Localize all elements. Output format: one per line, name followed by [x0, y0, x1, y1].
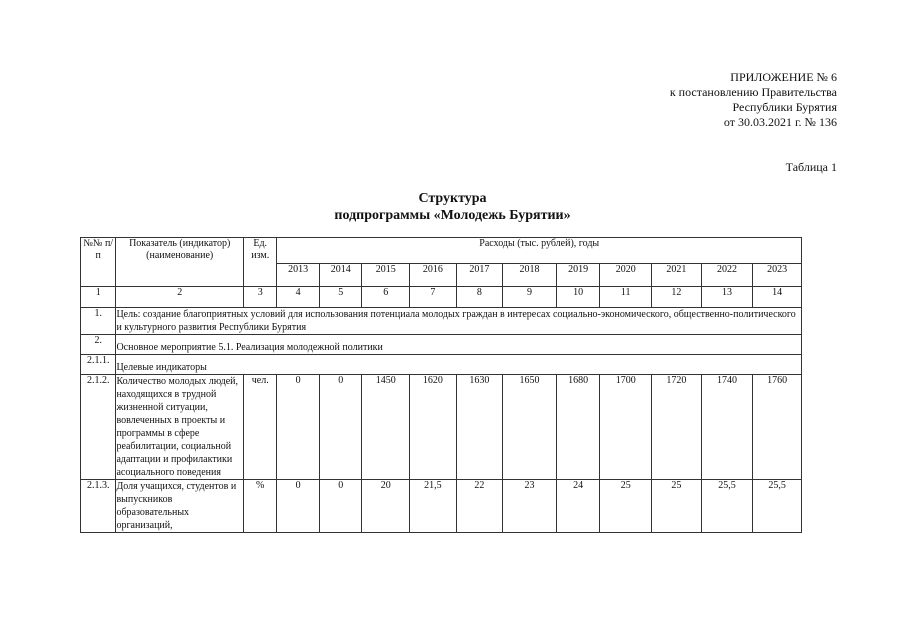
- row-value: 25: [600, 480, 652, 533]
- row-value: 1740: [701, 375, 753, 480]
- row-value: 1630: [456, 375, 503, 480]
- column-number-cell: 3: [244, 287, 277, 308]
- row-value: 1760: [753, 375, 802, 480]
- column-number-cell: 13: [701, 287, 753, 308]
- appendix-title: ПРИЛОЖЕНИЕ № 6: [730, 70, 837, 84]
- row-value: 21,5: [410, 480, 457, 533]
- year-cell: 2023: [753, 264, 802, 287]
- row-value: 25: [652, 480, 702, 533]
- event-text: Основное мероприятие 5.1. Реализация молодежной политики: [116, 335, 802, 355]
- goal-num: 1.: [81, 308, 116, 335]
- indicator-row: [81, 480, 802, 533]
- row-value: 1650: [503, 375, 557, 480]
- indicators-num: 2.1.1.: [81, 355, 116, 375]
- indicator-row: [81, 375, 802, 480]
- appendix-decree: к постановлению Правительства: [669, 85, 837, 99]
- title-line-1: Структура: [418, 191, 487, 206]
- column-number-cell: 14: [753, 287, 802, 308]
- table-label: Таблица 1: [785, 160, 837, 174]
- row-value: 23: [503, 480, 557, 533]
- appendix-republic: Республики Бурятия: [732, 100, 837, 114]
- column-number-cell: 12: [652, 287, 702, 308]
- appendix-header: [670, 70, 837, 130]
- column-number-cell: 8: [456, 287, 503, 308]
- data-rows: [81, 375, 802, 533]
- row-value: 1680: [556, 375, 600, 480]
- row-value: 0: [277, 375, 320, 480]
- row-indicator-name: Доля учащихся, студентов и выпускников образовательных организаций,: [116, 480, 244, 533]
- structure-table: [80, 237, 802, 533]
- year-cell: 2017: [456, 264, 503, 287]
- row-value: 1700: [600, 375, 652, 480]
- year-cell: 2019: [556, 264, 600, 287]
- row-value: 0: [319, 375, 362, 480]
- indicators-row: [81, 355, 802, 375]
- row-value: 0: [319, 480, 362, 533]
- year-cell: 2015: [362, 264, 410, 287]
- title-line-2: подпрограммы «Молодежь Бурятии»: [334, 208, 571, 223]
- row-value: 1720: [652, 375, 702, 480]
- row-value: 1620: [410, 375, 457, 480]
- header-num: №№ п/п: [81, 238, 116, 287]
- row-value: 1450: [362, 375, 410, 480]
- year-cell: 2016: [410, 264, 457, 287]
- event-row: [81, 335, 802, 355]
- column-number-cell: 10: [556, 287, 600, 308]
- row-value: 22: [456, 480, 503, 533]
- document-title: [0, 190, 905, 224]
- year-cell: 2020: [600, 264, 652, 287]
- column-number-cell: 9: [503, 287, 557, 308]
- column-number-cell: 1: [81, 287, 116, 308]
- row-num: 2.1.2.: [81, 375, 116, 480]
- year-cell: 2021: [652, 264, 702, 287]
- row-indicator-name: Количество молодых людей, находящихся в трудной жизненной ситуации, вовлеченных в проекты и программы в сфере реабилитации, социальной адаптации и профилактики асоциального поведения: [116, 375, 244, 480]
- row-unit: чел.: [244, 375, 277, 480]
- goal-row: [81, 308, 802, 335]
- header-expenses: Расходы (тыс. рублей), годы: [277, 238, 802, 264]
- row-value: 25,5: [753, 480, 802, 533]
- year-cell: 2013: [277, 264, 320, 287]
- column-number-cell: 11: [600, 287, 652, 308]
- column-number-cell: 4: [277, 287, 320, 308]
- row-unit: %: [244, 480, 277, 533]
- event-num: 2.: [81, 335, 116, 355]
- goal-text: Цель: создание благоприятных условий для использования потенциала молодых граждан в интересах социально-экономического, общественно-политического и культурного развития Республики Бурятия: [116, 308, 802, 335]
- column-number-cell: 5: [319, 287, 362, 308]
- header-indicator: Показатель (индикатор) (наименование): [116, 238, 244, 287]
- row-value: 20: [362, 480, 410, 533]
- row-value: 25,5: [701, 480, 753, 533]
- indicators-text: Целевые индикаторы: [116, 355, 802, 375]
- header-unit: Ед. изм.: [244, 238, 277, 287]
- header-row: [81, 238, 802, 264]
- column-number-cell: 2: [116, 287, 244, 308]
- row-value: 24: [556, 480, 600, 533]
- year-cell: 2022: [701, 264, 753, 287]
- row-num: 2.1.3.: [81, 480, 116, 533]
- row-value: 0: [277, 480, 320, 533]
- year-cell: 2014: [319, 264, 362, 287]
- column-number-cell: 6: [362, 287, 410, 308]
- column-number-row: [81, 287, 802, 308]
- column-number-cell: 7: [410, 287, 457, 308]
- year-cell: 2018: [503, 264, 557, 287]
- appendix-date: от 30.03.2021 г. № 136: [723, 115, 837, 129]
